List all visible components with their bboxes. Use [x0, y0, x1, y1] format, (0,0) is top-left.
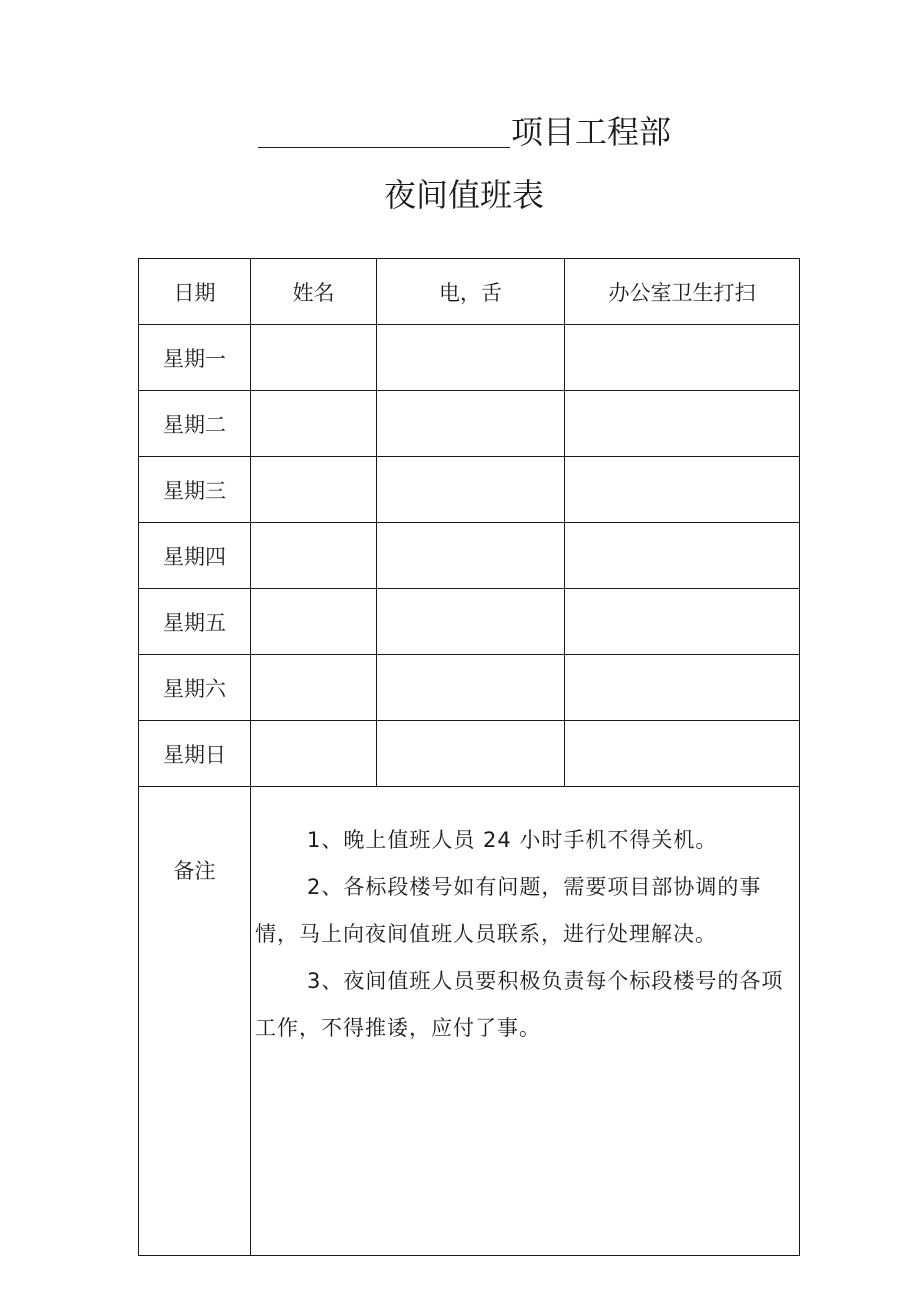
phone-cell	[377, 721, 565, 787]
cleaning-cell	[565, 589, 800, 655]
phone-cell	[377, 457, 565, 523]
phone-cell	[377, 655, 565, 721]
name-cell	[251, 655, 377, 721]
remarks-row	[139, 787, 800, 1256]
remark-item: 3、夜间值班人员要积极负责每个标段楼号的各项工作，不得推诿，应付了事。	[255, 969, 784, 1040]
table-row	[139, 457, 800, 523]
table-row	[139, 589, 800, 655]
document-title-line	[258, 112, 698, 152]
table-row	[139, 325, 800, 391]
phone-cell	[377, 589, 565, 655]
phone-cell	[377, 523, 565, 589]
name-cell	[251, 325, 377, 391]
remark-item: 2、各标段楼号如有问题，需要项目部协调的事情，马上向夜间值班人员联系，进行处理解决。	[255, 875, 762, 946]
remarks-content	[251, 787, 800, 1256]
name-cell	[251, 721, 377, 787]
phone-cell	[377, 325, 565, 391]
header-name: 姓名	[251, 259, 377, 325]
cleaning-cell	[565, 457, 800, 523]
table-row	[139, 523, 800, 589]
day-label: 星期日	[139, 721, 251, 787]
table-row	[139, 391, 800, 457]
day-label: 星期二	[139, 391, 251, 457]
cleaning-cell	[565, 325, 800, 391]
day-label: 星期五	[139, 589, 251, 655]
project-name-blank	[258, 147, 510, 148]
header-date: 日期	[139, 259, 251, 325]
table-header-row	[139, 259, 800, 325]
phone-cell	[377, 391, 565, 457]
table-row	[139, 655, 800, 721]
table-row	[139, 721, 800, 787]
cleaning-cell	[565, 523, 800, 589]
cleaning-cell	[565, 391, 800, 457]
day-label: 星期三	[139, 457, 251, 523]
header-office-cleaning: 办公室卫生打扫	[565, 259, 800, 325]
day-label: 星期一	[139, 325, 251, 391]
cleaning-cell	[565, 721, 800, 787]
night-duty-table	[138, 258, 800, 1256]
name-cell	[251, 391, 377, 457]
name-cell	[251, 457, 377, 523]
day-label: 星期四	[139, 523, 251, 589]
header-phone: 电，舌	[377, 259, 565, 325]
day-label: 星期六	[139, 655, 251, 721]
cleaning-cell	[565, 655, 800, 721]
remarks-label: 备注	[139, 787, 251, 1256]
department-title: 项目工程部	[511, 113, 672, 151]
remark-item: 1、晚上值班人员 24 小时手机不得关机。	[307, 828, 718, 852]
name-cell	[251, 589, 377, 655]
page-title: 夜间值班表	[383, 176, 544, 214]
name-cell	[251, 523, 377, 589]
